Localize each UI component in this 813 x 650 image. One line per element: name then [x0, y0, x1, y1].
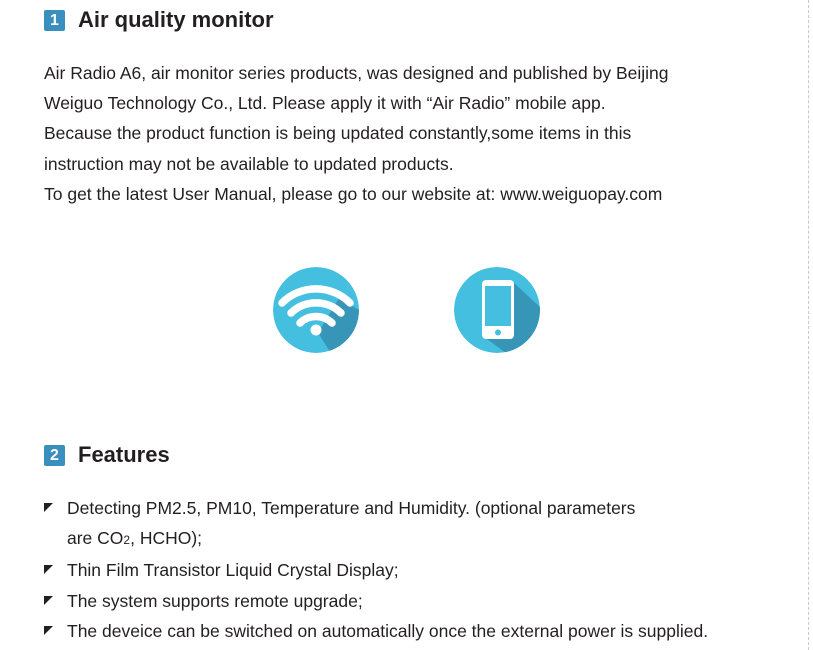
wifi-icon: [273, 267, 359, 353]
feature-item: [44, 616, 804, 646]
section-1-number-badge: 1: [44, 10, 65, 31]
feature-text: Detecting PM2.5, PM10, Temperature and Humidity. (optional parameters: [67, 498, 636, 518]
page-edge-divider: [808, 0, 809, 650]
section-1-title: Air quality monitor: [78, 7, 274, 32]
section-2-title: Features: [78, 442, 170, 467]
triangle-bullet-icon: [44, 503, 53, 512]
feature-text-prefix: are CO: [67, 528, 124, 549]
feature-item: [44, 586, 804, 616]
intro-line: Air Radio A6, air monitor series products, was designed and published by Beijing: [44, 63, 669, 83]
intro-line: To get the latest User Manual, please go to our website at: www.weiguopay.com: [44, 183, 663, 204]
feature-item: [44, 555, 804, 585]
triangle-bullet-icon: [44, 596, 53, 605]
intro-line: instruction may not be available to updated products.: [44, 153, 454, 174]
feature-text-suffix: , HCHO);: [130, 528, 203, 549]
feature-item: [44, 493, 804, 555]
smartphone-icon: [454, 267, 540, 353]
subscript-2: 2: [123, 533, 131, 548]
section-2-header: [44, 443, 170, 467]
feature-text: Thin Film Transistor Liquid Crystal Display;: [67, 560, 399, 581]
features-list: [44, 493, 804, 646]
intro-line: Weiguo Technology Co., Ltd. Please apply it with “Air Radio” mobile app.: [44, 93, 606, 114]
triangle-bullet-icon: [44, 626, 53, 635]
intro-paragraph: [44, 58, 764, 209]
triangle-bullet-icon: [44, 565, 53, 574]
feature-text: The deveice can be switched on automatically once the external power is supplied.: [67, 620, 709, 641]
section-1-header: [44, 8, 274, 32]
intro-line: Because the product function is being updated constantly,some items in this: [44, 123, 632, 144]
section-2-number-badge: 2: [44, 445, 65, 466]
feature-text: The system supports remote upgrade;: [67, 590, 363, 611]
